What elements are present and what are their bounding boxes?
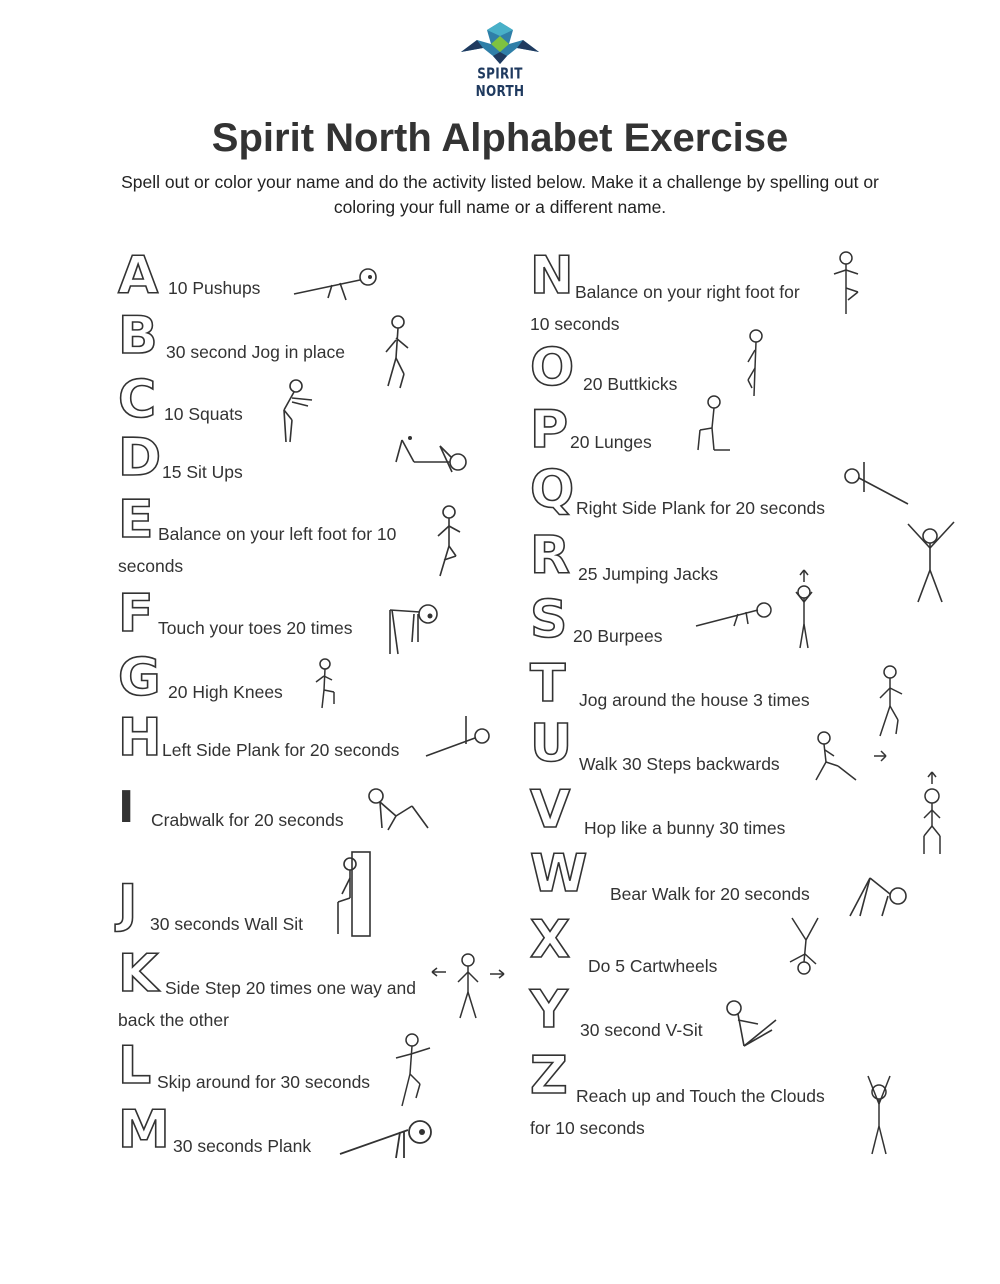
letter: P xyxy=(530,400,569,460)
letter: B xyxy=(118,306,158,366)
activity-text: 30 second Jog in place xyxy=(166,342,346,362)
v-sit-figure-icon xyxy=(724,998,780,1050)
letter: I xyxy=(118,782,135,833)
toe-touch-figure-icon xyxy=(384,602,444,656)
activity-text: Side Step 20 times one way and back the other xyxy=(118,978,416,1030)
activity-text: 20 High Knees xyxy=(168,682,283,702)
spirit-north-logo xyxy=(455,18,545,100)
activity-text: Right Side Plank for 20 seconds xyxy=(576,498,826,518)
skip-figure-icon xyxy=(390,1032,440,1108)
activity-text: Crabwalk for 20 seconds xyxy=(151,810,344,830)
activity-text: Walk 30 Steps backwards xyxy=(579,754,780,774)
high-knees-figure-icon xyxy=(312,656,338,710)
letter: V xyxy=(530,780,571,840)
activity-text: Reach up and Touch the Clouds for 10 seconds xyxy=(530,1086,825,1138)
buttkicks-figure-icon xyxy=(742,328,768,398)
intro-text: Spell out or color your name and do the activity listed below. Make it a challenge by spelling out or coloring your full name or a different name. xyxy=(121,172,879,217)
letter: O xyxy=(530,338,575,398)
activity-text: 30 second V-Sit xyxy=(580,1020,703,1040)
balance-right-figure-icon xyxy=(830,250,862,316)
reach-clouds-figure-icon xyxy=(864,1074,894,1156)
lunge-figure-icon xyxy=(694,394,734,454)
left-side-plank-figure-icon xyxy=(420,714,500,760)
activity-text: Hop like a bunny 30 times xyxy=(584,818,786,838)
jog-figure-icon xyxy=(380,312,420,392)
activity-text: 15 Sit Ups xyxy=(162,462,243,482)
activity-text: 10 Pushups xyxy=(168,278,261,298)
burpee-figure-icon xyxy=(690,568,820,650)
letter: E xyxy=(118,490,154,550)
letter: S xyxy=(530,590,568,650)
letter: X xyxy=(530,910,571,970)
activity-text: Balance on your left foot for 10 seconds xyxy=(118,524,397,576)
plank-figure-icon xyxy=(338,1114,438,1166)
letter: D xyxy=(118,428,162,488)
jumping-jacks-figure-icon xyxy=(902,520,958,604)
logo-text: SPIRIT NORTH xyxy=(475,64,525,100)
situp-figure-icon xyxy=(392,432,472,482)
activity-text: Touch your toes 20 times xyxy=(158,618,353,638)
letter: R xyxy=(530,526,571,586)
letter: N xyxy=(530,246,574,306)
letter: U xyxy=(530,714,573,774)
activity-text: Left Side Plank for 20 seconds xyxy=(162,740,400,760)
pushup-figure-icon xyxy=(290,264,380,304)
letter: J xyxy=(118,874,138,934)
letter: Z xyxy=(530,1046,568,1106)
letter: Q xyxy=(530,460,575,520)
letter: H xyxy=(118,708,162,768)
crabwalk-figure-icon xyxy=(366,786,432,832)
wall-sit-figure-icon xyxy=(336,850,376,938)
letter: F xyxy=(118,584,154,644)
jog-around-figure-icon xyxy=(874,662,906,738)
activity-text: 20 Burpees xyxy=(573,626,663,646)
letter: K xyxy=(118,944,159,1004)
side-step-figure-icon xyxy=(430,950,506,1020)
cartwheel-figure-icon xyxy=(784,914,844,980)
letter: A xyxy=(118,246,159,306)
bear-walk-figure-icon xyxy=(846,874,910,918)
letter: G xyxy=(118,648,161,708)
activity-text: Balance on your right foot for 10 seconds xyxy=(530,282,800,334)
activity-text: 20 Lunges xyxy=(570,432,652,452)
page-title: Spirit North Alphabet Exercise xyxy=(211,116,789,160)
activity-text: Do 5 Cartwheels xyxy=(588,956,718,976)
letter: T xyxy=(530,654,566,714)
activity-text: Jog around the house 3 times xyxy=(579,690,810,710)
activity-text: 25 Jumping Jacks xyxy=(578,564,719,584)
letter: L xyxy=(118,1036,152,1096)
bird-logo-icon xyxy=(457,18,543,66)
letter: W xyxy=(530,844,588,904)
activity-text: Skip around for 30 seconds xyxy=(157,1072,371,1092)
balance-left-figure-icon xyxy=(434,502,464,578)
squat-figure-icon xyxy=(274,376,324,446)
letter: C xyxy=(118,370,157,430)
letter: Y xyxy=(530,980,568,1040)
letter: M xyxy=(118,1100,170,1160)
activity-text: 30 seconds Wall Sit xyxy=(150,914,304,934)
activity-text: 10 Squats xyxy=(164,404,243,424)
bunny-hop-figure-icon xyxy=(918,770,946,856)
walk-backwards-figure-icon xyxy=(810,730,890,782)
activity-text: 20 Buttkicks xyxy=(583,374,678,394)
activity-text: Bear Walk for 20 seconds xyxy=(610,884,810,904)
activity-text: 30 seconds Plank xyxy=(173,1136,312,1156)
right-side-plank-figure-icon xyxy=(842,460,914,510)
